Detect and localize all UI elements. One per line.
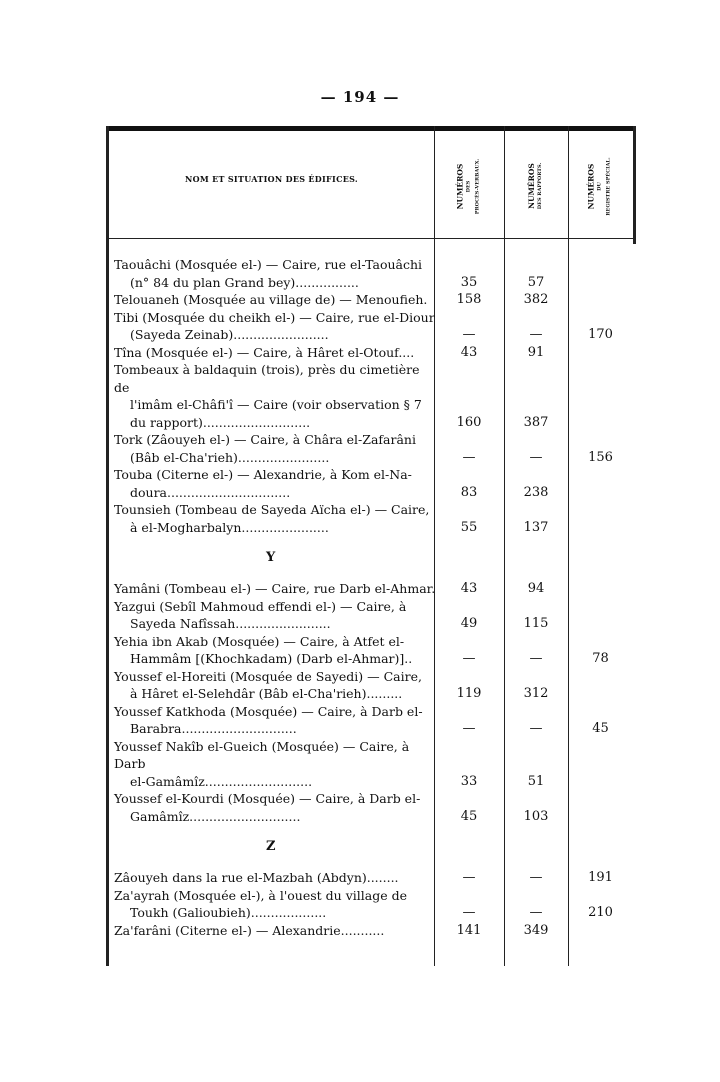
header-name-column: NOM ET SITUATION DES ÉDIFICES. <box>184 174 359 184</box>
table-row <box>106 580 636 598</box>
entry-line: Za'farâni (Citerne el-) — Alexandrie........... <box>114 922 385 938</box>
number-pv: 160 <box>456 414 482 430</box>
table-row <box>106 887 636 922</box>
entry-line: Youssef el-Kourdi (Mosquée) — Caire, à Darb el- <box>114 791 421 806</box>
number-rap: 349 <box>523 922 549 938</box>
number-reg: 78 <box>592 651 609 666</box>
number-pv: 158 <box>456 292 482 307</box>
entry-line: Yehia ibn Akab (Mosquée) — Caire, à Atfet el- <box>114 633 405 649</box>
entry-line: Za'ayrah (Mosquée el-), à l'ouest du village de <box>114 887 407 903</box>
table-row <box>106 869 636 887</box>
entry-line: à el-Mogharbalyn...................... <box>130 519 329 535</box>
table-row <box>106 466 636 501</box>
table-row <box>106 501 636 536</box>
number-pv: — <box>462 327 476 342</box>
number-reg: 191 <box>588 870 613 885</box>
table-row <box>106 738 636 791</box>
top-rule <box>106 126 636 131</box>
number-rap: — <box>529 449 543 465</box>
number-pv: — <box>462 870 476 885</box>
number-rap: 57 <box>527 274 545 290</box>
table-row <box>106 291 636 309</box>
header-rule <box>106 238 636 239</box>
index-table <box>106 126 636 966</box>
number-rap: 387 <box>523 414 549 430</box>
number-rap: — <box>529 905 543 920</box>
entry-line: à Hâret el-Selehdâr (Bâb el-Cha'rieh)......... <box>130 686 403 701</box>
right-border <box>633 126 636 244</box>
number-reg: 210 <box>588 905 613 920</box>
number-rap: — <box>529 870 543 885</box>
table-row <box>106 309 636 344</box>
header-rapports-column: NUMÉROS DES RAPPORTS. <box>527 162 543 210</box>
number-rap: 103 <box>523 808 549 824</box>
number-rap: 94 <box>527 581 545 596</box>
table-row <box>106 431 636 466</box>
table-row <box>106 703 636 738</box>
number-rap: 238 <box>523 484 549 500</box>
entry-line: Tombeaux à baldaquin (trois), près du cimetière de <box>114 362 420 395</box>
table-row <box>106 790 636 825</box>
entry-line: Telouaneh (Mosquée au village de) — Menoufieh. <box>114 292 428 307</box>
number-pv: — <box>462 721 476 736</box>
entry-line: Touba (Citerne el-) — Alexandrie, à Kom el-Na- <box>114 467 412 482</box>
header-registre-column: NUMÉROS DU REGISTRE SPÉCIAL. <box>587 156 612 216</box>
number-reg: 156 <box>588 449 613 465</box>
entry-line: Taouâchi (Mosquée el-) — Caire, rue el-Taouâchi <box>114 257 423 272</box>
entry-line: Youssef el-Horeiti (Mosquée de Sayedi) — Caire, <box>114 668 422 684</box>
entry-line: Yazgui (Sebîl Mahmoud effendi el-) — Caire, à <box>114 598 407 614</box>
entry-line: Gamâmîz............................ <box>130 808 301 824</box>
table-row <box>106 922 636 940</box>
entry-line: Sayeda Nafîssah........................ <box>130 616 331 631</box>
number-rap: — <box>529 327 543 342</box>
entry-line: Tibi (Mosquée du cheikh el-) — Caire, rue el-Diour <box>114 309 435 325</box>
entry-line: Zâouyeh dans la rue el-Mazbah (Abdyn)........ <box>114 870 399 885</box>
section-letter: Z <box>266 839 276 854</box>
entry-line: Tîna (Mosquée el-) — Caire, à Hâret el-Otouf.... <box>114 344 415 360</box>
number-reg: 170 <box>588 327 613 342</box>
entry-line: doura............................... <box>130 484 291 500</box>
number-pv: 83 <box>460 484 478 500</box>
entry-line: Barabra............................. <box>130 721 297 736</box>
number-pv: 119 <box>456 686 482 701</box>
number-pv: 43 <box>460 581 478 596</box>
entry-line: Yamâni (Tombeau el-) — Caire, rue Darb el-Ahmar. <box>114 581 436 596</box>
number-pv: 35 <box>460 274 478 290</box>
number-pv: 33 <box>460 773 478 789</box>
number-pv: 49 <box>460 616 478 631</box>
table-body <box>106 256 636 939</box>
number-rap: 382 <box>523 292 549 307</box>
number-reg: 45 <box>592 721 609 736</box>
number-pv: — <box>462 651 476 666</box>
entry-line: Hammâm [(Khochkadam) (Darb el-Ahmar)].. <box>130 651 413 666</box>
number-rap: 51 <box>527 773 545 789</box>
number-rap: 91 <box>527 344 545 360</box>
table-row <box>106 361 636 431</box>
table-row <box>106 256 636 291</box>
entry-line: Toukh (Galioubieh)................... <box>130 905 327 920</box>
number-pv: 55 <box>460 519 478 535</box>
number-rap: — <box>529 721 543 736</box>
number-pv: 45 <box>460 808 478 824</box>
number-pv: 141 <box>456 922 482 938</box>
number-rap: 137 <box>523 519 549 535</box>
table-row <box>106 344 636 362</box>
table-row <box>106 633 636 668</box>
entry-line: Tounsieh (Tombeau de Sayeda Aïcha el-) — Caire, <box>114 502 430 517</box>
section-letter: Y <box>266 550 276 565</box>
number-rap: 312 <box>523 686 549 701</box>
page-number: — 194 — <box>320 88 400 106</box>
number-pv: — <box>462 449 476 465</box>
header-pv-column: NUMÉROS DES PROCÈS-VERBAUX. <box>455 158 481 214</box>
number-rap: 115 <box>523 616 549 631</box>
table-row <box>106 598 636 633</box>
entry-line: du rapport)........................... <box>130 414 311 430</box>
entry-line: el-Gamâmîz........................... <box>130 773 313 789</box>
entry-line: l'imâm el-Châfi'î — Caire (voir observation § 7 <box>130 397 422 412</box>
entry-line: (n° 84 du plan Grand bey)................ <box>130 274 359 290</box>
entry-line: Youssef Nakîb el-Gueich (Mosquée) — Caire, à Darb <box>114 738 410 771</box>
table-row <box>106 668 636 703</box>
entry-line: Tork (Zâouyeh el-) — Caire, à Châra el-Zafarâni <box>114 432 416 447</box>
number-pv: 43 <box>460 344 478 360</box>
entry-line: (Sayeda Zeinab)........................ <box>130 327 329 342</box>
number-rap: — <box>529 651 543 666</box>
entry-line: Youssef Katkhoda (Mosquée) — Caire, à Darb el- <box>114 703 423 719</box>
entry-line: (Bâb el-Cha'rieh)....................... <box>130 449 330 465</box>
number-pv: — <box>462 905 476 920</box>
